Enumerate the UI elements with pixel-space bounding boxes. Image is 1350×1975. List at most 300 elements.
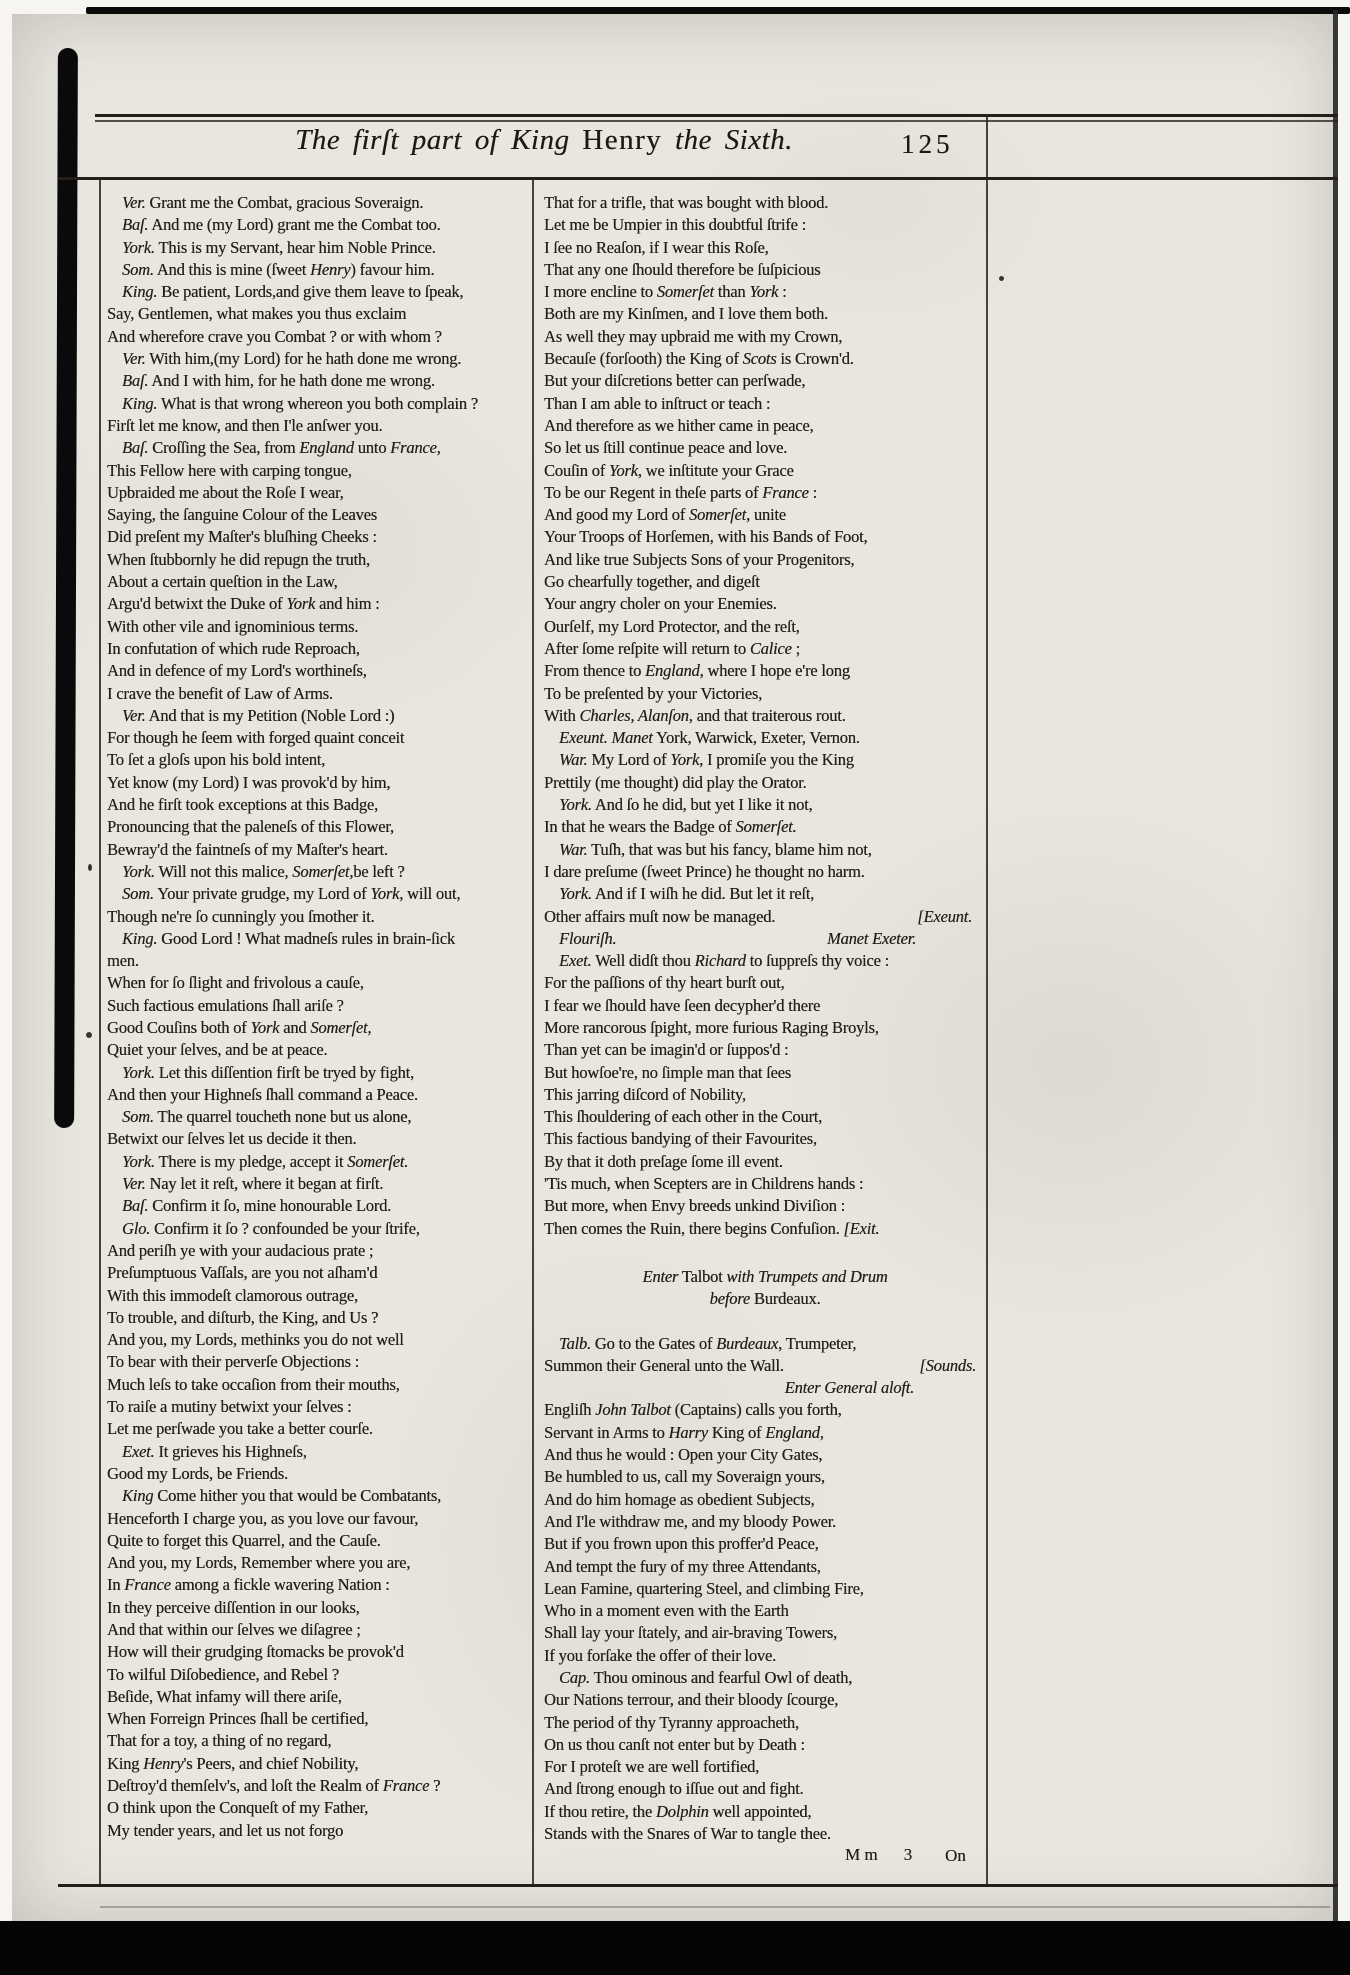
text-segment: I more encline to [544,282,657,302]
text-line [544,571,986,593]
text-line [544,370,986,392]
text-line [544,1734,986,1756]
text-line [544,1333,986,1355]
text-line [107,370,531,392]
text-segment: well appointed, [708,1801,812,1821]
text-line [107,482,531,504]
text-segment: Croſſing the Sea, from [148,438,300,458]
text-line [544,549,986,571]
text-line [544,259,986,281]
text-segment: Much leſs to take occaſion from their mouths, [107,1374,400,1394]
text-segment: King [107,1753,144,1773]
text-segment: unto [353,438,391,458]
text-segment: And ſo he did, but yet I like it not, [591,795,813,815]
text-line [107,1240,531,1262]
text-line [544,1017,986,1039]
text-segment: Henry [310,259,351,279]
text-line [107,1062,531,1084]
page-number: 125 [901,129,954,159]
text-line [107,839,531,861]
text-segment: To ſet a gloſs upon his bold intent, [107,750,326,770]
text-line [107,1307,531,1329]
text-segment: As well they may upbraid me with my Crown, [544,326,843,346]
text-segment: York. [122,1151,155,1171]
text-line [544,816,986,838]
text-line [544,1195,986,1217]
text-line [107,972,531,994]
text-line [107,749,531,771]
text-line [107,1574,531,1596]
text-segment: When for ſo ſlight and frivolous a cauſe, [107,973,364,993]
text-line [107,393,531,415]
rule-bottom-upper [58,1884,1338,1887]
text-segment: York. [122,1062,155,1082]
text-segment: Lean Famine, quartering Steel, and climbing Fire, [544,1578,864,1598]
text-segment: Manet Exeter. [826,928,916,948]
text-segment: Our Nations terrour, and their bloody ſcourge, [544,1690,839,1710]
text-segment: To be our Regent in theſe parts of [544,482,763,502]
text-segment: Good Couſins both of [107,1017,251,1037]
text-line [544,504,986,526]
text-segment: Saying, the ſanguine Colour of the Leaves [107,505,377,525]
text-segment: King. [122,928,158,948]
text-segment: Ourſelf, my Lord Protector, and the reſt, [544,616,800,636]
text-segment: In that he wears the Badge of [544,817,736,837]
text-segment: Bewray'd the faintneſs of my Maſter's heart. [107,839,388,859]
text-segment: Shall lay your ſtately, and air-braving Towers, [544,1623,837,1643]
text-line [544,1689,986,1711]
text-segment: France [124,1575,171,1595]
text-segment: France [762,482,809,502]
text-line [544,303,986,325]
text-line [107,1775,531,1797]
text-segment: Upbraided me about the Roſe I wear, [107,482,344,502]
text-segment: Well didſt thou [591,951,695,971]
text-segment: Tuſh, that was but his fancy, blame him not, [587,839,872,859]
text-segment: That for a trifle, that was bought with blood. [544,193,829,212]
text-column-left [107,192,531,1842]
text-line [544,861,986,883]
rule-below-header [58,177,1338,180]
text-segment: York. [559,884,592,904]
text-segment: and [279,1017,311,1037]
text-segment: England [299,438,354,458]
text-line [107,549,531,571]
text-segment: Henceforth I charge you, as you love our favour, [107,1508,419,1528]
text-segment: This jarring diſcord of Nobility, [544,1084,746,1104]
text-segment: York [250,1017,280,1037]
text-segment: This is my Servant, hear him Noble Prince. [154,237,436,257]
scan-edge-top [86,7,1350,14]
text-line [107,616,531,638]
text-segment: York. [122,861,155,881]
stage-note [827,928,916,950]
text-segment: And this is mine (ſweet [153,259,311,279]
text-segment: Deſtroy'd themſelv's, and loſt the Realm of [107,1776,383,1796]
text-segment: Go to the Gates of [590,1333,717,1353]
text-segment: York [749,282,779,302]
text-line [107,281,531,303]
text-segment: Let me be Umpier in this doubtful ſtrife : [544,215,806,235]
text-segment: With him,(my Lord) for he hath done me wrong. [145,349,462,369]
text-segment: Such factious emulations ſhall ariſe ? [107,995,344,1015]
text-segment: And periſh ye with your audacious prate ; [107,1240,374,1260]
text-line [544,1756,986,1778]
text-segment: [Sounds. [919,1355,976,1375]
text-segment: How will their grudging ſtomacks be provok'd [107,1642,404,1662]
rule-top-lower [95,120,1338,122]
text-line [544,638,986,660]
text-segment: Somerſet. [735,817,797,837]
text-segment: But if you frown upon this proffer'd Peace, [544,1534,819,1554]
text-segment: , unite [746,505,786,525]
text-segment: , where I hope e're long [699,661,850,681]
text-segment: Let this diſſention firſt be tryed by fight, [154,1062,414,1082]
text-segment: Be humbled to us, call my Soveraign yours, [544,1467,825,1487]
text-segment: If you forſake the offer of their love. [544,1645,776,1665]
text-segment: Confirm it ſo, mine honourable Lord. [148,1196,392,1216]
text-segment: Exet. [559,951,592,971]
text-segment: And thus he would : Open your City Gates, [544,1445,823,1465]
text-segment: York [370,884,400,904]
text-segment: With [544,705,580,725]
text-line [544,1039,986,1061]
scan-edge-left [54,48,78,1128]
text-segment: Somerſet [688,505,747,525]
text-line [107,1619,531,1641]
text-segment: Somerſet [656,282,714,302]
text-segment: Baſ. [122,1196,149,1216]
text-line [107,571,531,593]
text-line [107,504,531,526]
text-segment: From thence to [544,661,646,681]
text-segment: , I promiſe you the King [699,750,854,770]
text-line [107,638,531,660]
text-segment: King. [122,282,158,302]
text-line [544,1533,986,1555]
text-segment: And you, my Lords, Remember where you are, [107,1553,411,1573]
text-segment: Other affairs muſt now be managed. [544,906,776,926]
text-segment: Argu'd betwixt the Duke of [107,594,287,614]
text-line [107,727,531,749]
text-segment: And he firſt took exceptions at this Badge, [107,795,378,815]
text-segment: Exeunt. Manet [559,728,653,748]
text-segment: And if I wiſh he did. But let it reſt, [591,884,815,904]
text-segment: And you, my Lords, methinks you do not well [107,1330,404,1350]
text-segment: It grieves his Highneſs, [154,1441,307,1461]
stage-note [917,906,972,928]
text-line [107,1641,531,1663]
text-segment: Both are my Kinſmen, and I love them both. [544,304,828,324]
text-segment: Calice [749,638,792,658]
text-segment: Som. [122,884,154,904]
text-segment: Will not this malice, [154,861,293,881]
text-segment: Somerſet, [310,1017,372,1037]
text-segment: York. [122,237,155,257]
text-segment: With other vile and ignominious terms. [107,616,359,636]
text-line [544,192,986,214]
signature-letters: M m [845,1845,878,1864]
text-segment: Som. [122,259,154,279]
text-segment: And I'le withdraw me, and my bloody Power. [544,1511,836,1531]
text-segment: Enter [642,1266,679,1286]
text-segment: , will out, [399,884,461,904]
stage-direction [544,1288,986,1310]
text-segment: Your Troops of Horſemen, with his Bands of Foot, [544,527,868,547]
text-line [107,794,531,816]
text-line [544,237,986,259]
text-segment: And do him homage as obedient Subjects, [544,1489,815,1509]
text-line [107,1508,531,1530]
text-segment: Pronouncing that the paleneſs of this Flower, [107,817,394,837]
text-segment: Go chearfully together, and digeſt [544,572,760,592]
text-segment: Your private grudge, my Lord of [153,884,371,904]
text-line [107,1552,531,1574]
text-segment: I crave the benefit of Law of Arms. [107,683,333,703]
text-line [107,437,531,459]
stage-note [919,1355,976,1377]
text-segment: Servant in Arms to [544,1422,669,1442]
running-title [100,124,988,157]
signature-number: 3 [903,1845,913,1864]
text-segment: To trouble, and diſturb, the King, and Us ? [107,1307,379,1327]
text-line [544,772,986,794]
text-line [544,348,986,370]
text-line [544,326,986,348]
text-segment: And wherefore crave you Combat ? or with whom ? [107,326,442,346]
text-line [544,749,986,771]
text-segment: with Trumpets and Drum [726,1266,888,1286]
text-line [107,1797,531,1819]
text-line [544,1667,986,1689]
text-line [544,1801,986,1823]
text-line [544,593,986,615]
text-segment: Good Lord ! What madneſs rules in brain-ſick [157,928,455,948]
text-segment: Thou ominous and fearful Owl of death, [589,1668,853,1687]
text-segment: York [608,460,638,480]
text-line [107,526,531,548]
text-line [107,660,531,682]
text-segment: By that it doth preſage ſome ill event. [544,1151,783,1171]
text-segment: After ſome reſpite will return to [544,638,750,658]
text-segment: Yet know (my Lord) I was provok'd by him, [107,772,391,792]
text-line [107,995,531,1017]
text-line [544,437,986,459]
text-segment: Good my Lords, be Friends. [107,1463,288,1483]
text-line [107,1128,531,1150]
rule-column-divider [532,177,534,1884]
text-segment: to ſuppreſs thy voice : [745,951,889,971]
text-segment: The firſt part of King [295,124,583,156]
text-segment: Talb. [559,1333,591,1353]
text-segment: Say, Gentlemen, what makes you thus exclaim [107,304,407,324]
text-line [544,883,986,905]
text-segment: [Exit. [843,1218,880,1238]
text-segment: Exet. [122,1441,155,1461]
text-segment: Baſ. [122,215,149,235]
text-segment: This factious bandying of their Favourites, [544,1129,817,1149]
catchword: On [945,1846,966,1865]
text-segment: Betwixt our ſelves let us decide it then. [107,1129,357,1149]
text-segment: I dare preſume (ſweet Prince) he thought no harm. [544,861,865,881]
text-line [544,1355,986,1377]
text-line [544,1173,986,1195]
text-segment: To wilful Diſobedience, and Rebel ? [107,1664,339,1684]
text-line [107,348,531,370]
text-line [107,1597,531,1619]
text-segment: Somerſet, [292,861,354,881]
text-segment: ) favour him. [350,259,435,279]
text-segment: But your diſcretions better can perſwade, [544,371,806,391]
text-line [107,861,531,883]
text-segment: Baſ. [122,438,149,458]
text-line [544,1218,986,1240]
text-line [544,1489,986,1511]
text-line [544,393,986,415]
text-segment: And in defence of my Lord's worthineſs, [107,661,367,681]
text-line [544,950,986,972]
text-line [107,326,531,348]
text-segment: So let us ſtill continue peace and love. [544,438,788,458]
text-line [107,1664,531,1686]
text-line [107,1485,531,1507]
text-line [107,1374,531,1396]
text-line [107,1441,531,1463]
text-line [544,1622,986,1644]
text-segment: O think upon the Conqueſt of my Father, [107,1798,369,1818]
text-line [107,214,531,236]
text-segment: The period of thy Tyranny approacheth, [544,1712,799,1732]
text-line [107,593,531,615]
text-line [544,1645,986,1667]
text-segment: In they perceive diſſention in our looks, [107,1597,360,1617]
text-segment: , Trumpeter, [778,1333,857,1353]
text-segment: Grant me the Combat, gracious Soveraign. [145,193,424,212]
text-segment: For though he ſeem with forged quaint conceit [107,728,405,748]
text-segment: That any one ſhould therefore be ſuſpicious [544,259,821,279]
text-segment: is Crown'd. [776,349,854,369]
rule-top-upper [95,114,1338,117]
text-line [544,995,986,1017]
text-line [107,1017,531,1039]
text-segment: If thou retire, the [544,1801,656,1821]
text-line [544,1106,986,1128]
text-segment: I ſee no Reaſon, if I wear this Roſe, [544,237,769,257]
text-segment: Did preſent my Maſter's bluſhing Cheeks : [107,527,377,547]
text-line [544,683,986,705]
text-segment: Though ne're ſo cunningly you ſmother it. [107,906,375,926]
text-segment: And good my Lord of [544,505,689,525]
text-line [544,1422,986,1444]
text-line [107,883,531,905]
text-line [107,705,531,727]
text-segment: In [107,1575,125,1595]
text-segment: John Talbot [595,1400,671,1420]
text-line [544,839,986,861]
text-segment: among a fickle wavering Nation : [170,1575,390,1595]
text-segment: And tempt the fury of my three Attendants, [544,1556,821,1576]
text-segment: Ver. [122,193,146,212]
text-line [107,1195,531,1217]
text-segment: Than I am able to inſtruct or teach : [544,393,771,413]
text-segment: York [670,750,700,770]
text-segment: Then comes the Ruin, there begins Confuſion. [544,1218,844,1238]
text-segment: Glo. [122,1218,151,1238]
text-column-right [544,192,986,1845]
text-segment: King [122,1486,154,1506]
ink-speck [88,864,92,871]
text-segment: Preſumptuous Vaſſals, are you not aſham'd [107,1263,378,1283]
rule-left-margin [99,177,101,1884]
scan-edge-right [1333,10,1338,1921]
text-line [544,616,986,638]
text-segment: Than yet can be imagin'd or ſuppos'd : [544,1040,789,1060]
text-segment: To be preſented by your Victories, [544,683,763,703]
text-line [544,794,986,816]
text-segment: King. [122,393,158,413]
text-line [107,1820,531,1842]
text-segment: Burdeaux. [749,1289,821,1309]
text-segment: About a certain queſtion in the Law, [107,572,338,592]
text-segment: And that is my Petition (Noble Lord :) [145,705,395,725]
text-line [107,816,531,838]
text-segment: The quarrel toucheth none but us alone, [153,1107,412,1127]
text-line [107,1730,531,1752]
text-segment: Burdeaux [716,1333,779,1353]
scan-edge-bottom [0,1921,1350,1975]
text-segment: Som. [122,1107,154,1127]
text-line [107,237,531,259]
text-segment: With this immodeſt clamorous outrage, [107,1285,358,1305]
text-segment: In confutation of which rude Reproach, [107,638,360,658]
text-line [107,1262,531,1284]
text-line [544,1823,986,1845]
text-segment: Come hither you that would be Combatants, [153,1486,441,1506]
text-segment: King of [707,1422,766,1442]
text-segment: be left ? [353,861,405,881]
text-segment: When Forreign Princes ſhall be certified, [107,1709,369,1729]
text-segment: ? [429,1776,441,1796]
text-line [107,1530,531,1552]
text-segment: And I with him, for he hath done me wrong. [148,371,435,391]
text-line [544,1466,986,1488]
text-segment: , we inſtitute your Grace [637,460,794,480]
text-segment: men. [107,951,139,971]
text-line [107,1329,531,1351]
text-line [544,415,986,437]
text-segment: and him : [315,594,380,614]
text-segment: before [709,1289,750,1309]
text-line [107,928,531,950]
text-segment: , [819,1422,824,1442]
text-line [544,972,986,994]
text-line [544,1444,986,1466]
text-line [544,1084,986,1106]
text-segment: That for a toy, a thing of no regard, [107,1731,332,1751]
text-line [107,1084,531,1106]
text-segment: But howſoe're, no ſimple man that ſees [544,1062,791,1082]
ink-speck [999,276,1004,281]
text-segment: When ſtubbornly he did repugn the truth, [107,549,370,569]
text-line [544,281,986,303]
text-segment: Your angry choler on your Enemies. [544,594,777,614]
text-segment: Stands with the Snares of War to tangle thee. [544,1824,831,1844]
text-segment: To bear with their perverſe Objections : [107,1352,360,1372]
text-segment: France [382,1776,430,1796]
text-segment: Harry [668,1422,708,1442]
text-line [544,1578,986,1600]
text-line [107,1396,531,1418]
